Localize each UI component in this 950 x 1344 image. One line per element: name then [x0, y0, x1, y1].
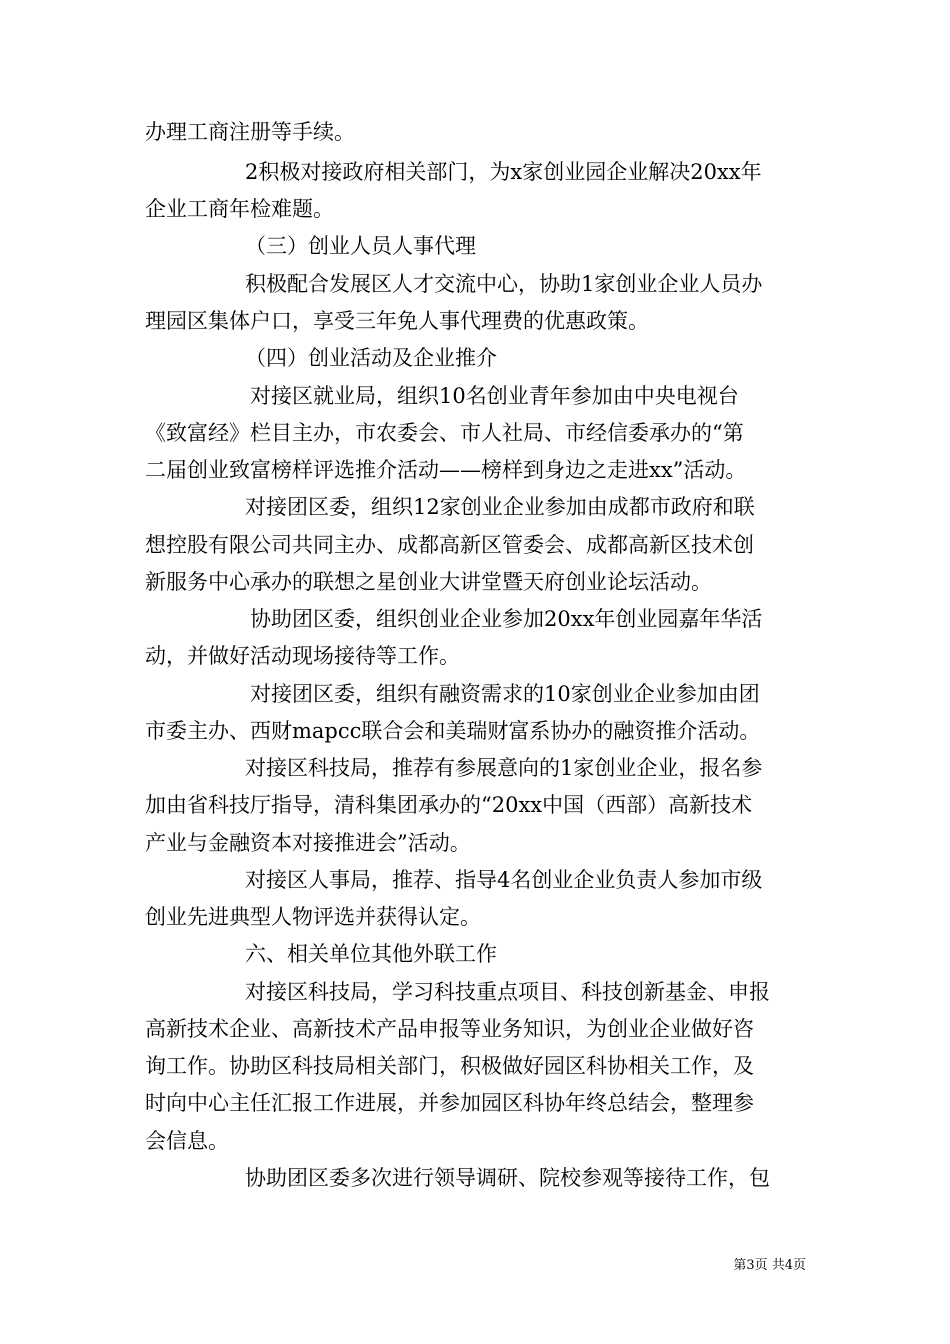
- text-line: 时向中心主任汇报工作进展，并参加园区科协年终总结会，整理参: [145, 1091, 754, 1115]
- text-line: 理园区集体户口，享受三年免人事代理费的优惠政策。: [145, 309, 649, 333]
- text-line: 产业与金融资本对接推进会”活动。: [145, 831, 471, 855]
- text-line: 积极配合发展区人才交流中心，协助1家创业企业人员办: [245, 272, 763, 296]
- text-line: 对接区科技局，推荐有参展意向的1家创业企业，报名参: [245, 756, 763, 780]
- text-line: 协助团区委，组织创业企业参加20xx年创业园嘉年华活: [250, 607, 763, 631]
- text-line: 会信息。: [145, 1129, 229, 1153]
- text-line: 加由省科技厅指导，清科集团承办的“20xx中国（西部）高新技术: [145, 793, 753, 817]
- text-line: 对接团区委，组织12家创业企业参加由成都市政府和联: [245, 495, 755, 519]
- section-heading: 六、相关单位其他外联工作: [245, 942, 497, 966]
- section-heading: （四）创业活动及企业推介: [245, 346, 497, 370]
- text-line: 对接区科技局，学习科技重点项目、科技创新基金、申报: [245, 980, 770, 1004]
- text-line: 《致富经》栏目主办，市农委会、市人社局、市经信委承办的“第: [145, 421, 744, 445]
- text-line: 高新技术企业、高新技术产品申报等业务知识，为创业企业做好咨: [145, 1017, 754, 1041]
- text-line: 市委主办、西财mapcc联合会和美瑞财富系协办的融资推介活动。: [145, 719, 761, 743]
- text-line: 企业工商年检难题。: [145, 197, 334, 221]
- text-line: 对接团区委，组织有融资需求的10家创业企业参加由团: [250, 682, 760, 706]
- text-line: 二届创业致富榜样评选推介活动——榜样到身边之走进xx”活动。: [145, 458, 747, 482]
- page-number: 第3页 共4页: [733, 1258, 806, 1273]
- text-line: 办理工商注册等手续。: [145, 120, 355, 144]
- text-line: 对接区就业局，组织10名创业青年参加由中央电视台: [250, 384, 739, 408]
- text-line: 协助团区委多次进行领导调研、院校参观等接待工作，包: [245, 1166, 770, 1190]
- text-line: 对接区人事局，推荐、指导4名创业企业负责人参加市级: [245, 868, 763, 892]
- text-line: 动，并做好活动现场接待等工作。: [145, 644, 460, 668]
- text-line: 2积极对接政府相关部门，为x家创业园企业解决20xx年: [245, 160, 762, 184]
- text-line: 想控股有限公司共同主办、成都高新区管委会、成都高新区技术创: [145, 533, 754, 557]
- text-line: 询工作。协助区科技局相关部门，积极做好园区科协相关工作，及: [145, 1054, 754, 1078]
- section-heading: （三）创业人员人事代理: [245, 234, 476, 258]
- text-line: 新服务中心承办的联想之星创业大讲堂暨天府创业论坛活动。: [145, 570, 712, 594]
- text-line: 创业先进典型人物评选并获得认定。: [145, 905, 481, 929]
